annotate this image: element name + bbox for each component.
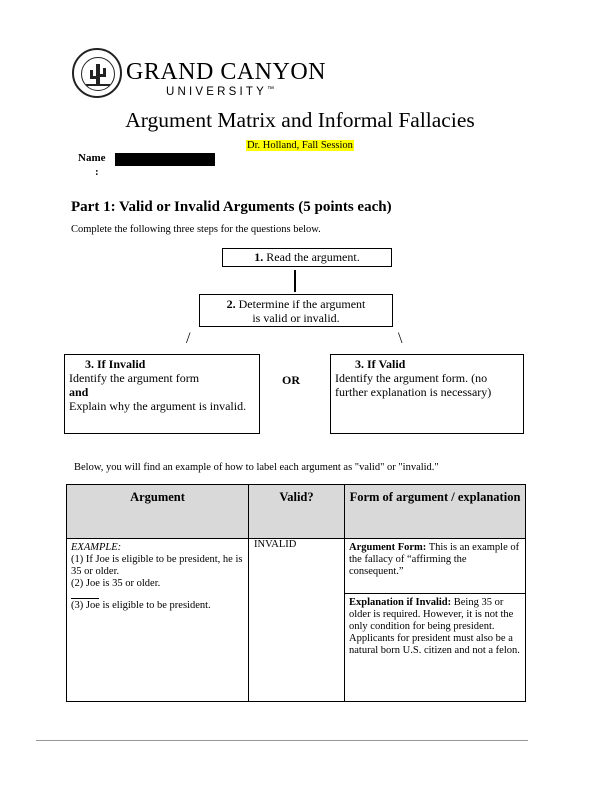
premise-2: (2) Joe is 35 or older. (71, 578, 161, 589)
header-valid: Valid? (249, 485, 345, 539)
invalid-box (64, 354, 260, 434)
part1-instructions: Complete the following three steps for the questions below. (71, 224, 321, 235)
valid-text: Identify the argument form. (no further explanation is necessary) (335, 371, 492, 399)
valid-box (330, 354, 524, 434)
branch-right-slash: \ (398, 330, 403, 347)
name-redaction-box (115, 153, 215, 166)
step1-box (222, 248, 392, 267)
explanation-cell (345, 594, 526, 702)
step2-box (199, 294, 393, 327)
premise-1: (1) If Joe is eligible to be president, he is 35 or older. (71, 554, 243, 577)
document-subtitle: Dr. Holland, Fall Session (247, 140, 353, 151)
conclusion-rule (71, 590, 99, 599)
validity-value: INVALID (254, 539, 297, 550)
name-label: Name (78, 152, 106, 164)
valid-heading: 3. If Valid (355, 357, 406, 371)
explanation-text: Being 35 or older is required. However, it is not the only condition for being president. Applicants for president must also be a natural born U.S. citizen and not a felon. (349, 597, 520, 657)
explanation-label: Explanation if Invalid: (349, 597, 452, 609)
step2-number: 2. (226, 297, 236, 311)
page-footer-line (36, 740, 528, 741)
header-form: Form of argument / explanation (345, 485, 526, 539)
part1-heading: Part 1: Valid or Invalid Arguments (5 points each) (71, 199, 392, 215)
example-intro: Below, you will find an example of how to label each argument as "valid" or "invalid." (74, 462, 439, 473)
branch-left-slash: / (186, 330, 191, 347)
argument-matrix-table (66, 484, 526, 702)
university-seal-icon (72, 48, 122, 98)
form-label: Argument Form: (349, 542, 427, 553)
invalid-line1: Identify the argument form (69, 371, 200, 385)
invalid-and: and (69, 385, 89, 399)
form-cell (345, 539, 526, 594)
form-text: This is an example of the fallacy of “affirming the consequent.” (349, 542, 520, 577)
document-title: Argument Matrix and Informal Fallacies (125, 108, 475, 132)
cactus-icon (82, 58, 114, 90)
invalid-line2: Explain why the argument is invalid. (69, 399, 247, 413)
name-colon: : (95, 166, 99, 178)
invalid-heading: 3. If Invalid (85, 357, 146, 371)
step1-number: 1. (254, 250, 264, 264)
validity-cell (249, 539, 345, 702)
or-label: OR (282, 373, 300, 387)
table-header-row (67, 485, 526, 539)
conclusion: (3) Joe is eligible to be president. (71, 600, 211, 611)
step2-line1: Determine if the argument (238, 297, 366, 311)
header-argument: Argument (67, 485, 249, 539)
subtitle-wrap (0, 135, 600, 153)
table-row (67, 539, 526, 594)
step2-line2: is valid or invalid. (252, 311, 340, 325)
step1-text: Read the argument. (266, 250, 360, 264)
example-label: EXAMPLE: (71, 542, 122, 553)
seal-inner-ring (81, 57, 115, 91)
argument-cell (67, 539, 249, 702)
brand-name: GRAND CANYON (126, 59, 327, 85)
brand-subtitle: UNIVERSITY™ (166, 86, 278, 98)
connector-line (294, 270, 296, 292)
